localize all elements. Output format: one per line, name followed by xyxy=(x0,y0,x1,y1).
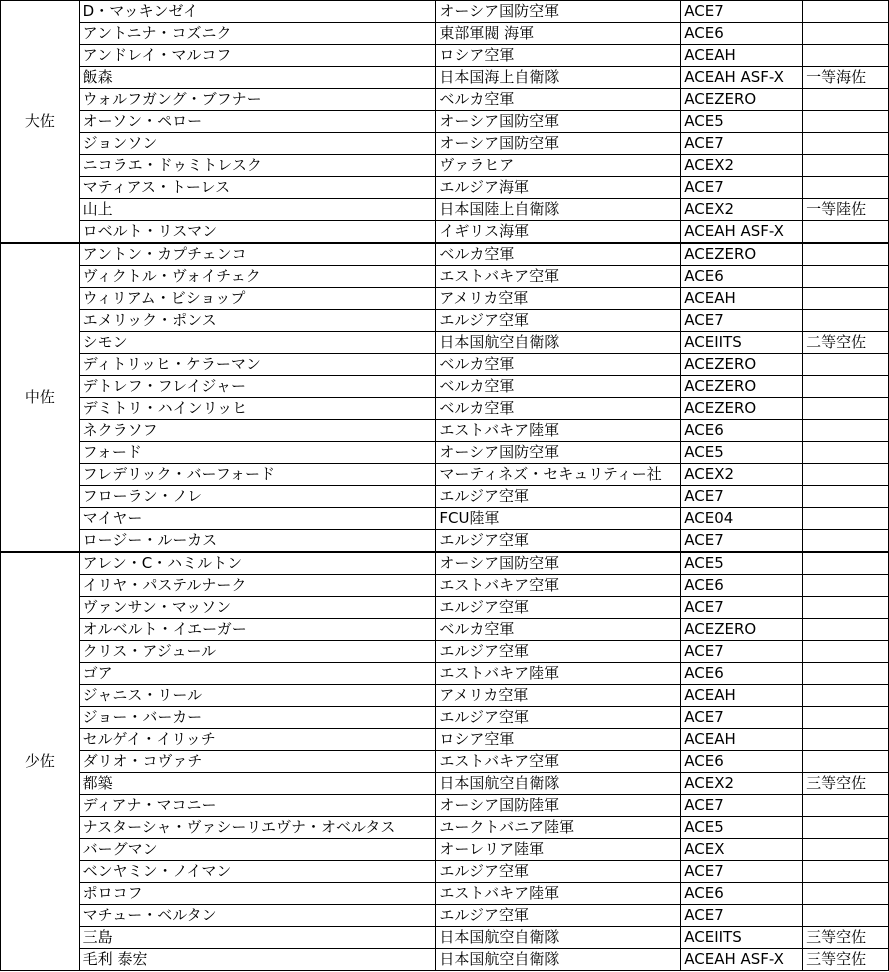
name-cell: ロージー・ルーカス xyxy=(79,530,436,553)
affiliation-cell: エストバキア空軍 xyxy=(436,266,681,288)
note-cell xyxy=(803,89,889,111)
name-cell: シモン xyxy=(79,332,436,354)
note-cell xyxy=(803,486,889,508)
affiliation-cell: ベルカ空軍 xyxy=(436,354,681,376)
table-row xyxy=(1,707,889,729)
game-cell: ACEIITS xyxy=(681,332,803,354)
affiliation-cell: ヴァラヒア xyxy=(436,155,681,177)
game-cell: ACEX2 xyxy=(681,773,803,795)
name-cell: マチュー・ベルタン xyxy=(79,905,436,927)
game-cell: ACE7 xyxy=(681,641,803,663)
affiliation-cell: エルジア空軍 xyxy=(436,486,681,508)
name-cell: オーソン・ペロー xyxy=(79,111,436,133)
name-cell: ジョンソン xyxy=(79,133,436,155)
note-cell xyxy=(803,905,889,927)
note-cell xyxy=(803,398,889,420)
affiliation-cell: エルジア空軍 xyxy=(436,861,681,883)
table-row xyxy=(1,619,889,641)
affiliation-cell: アメリカ空軍 xyxy=(436,685,681,707)
note-cell xyxy=(803,685,889,707)
table-row xyxy=(1,111,889,133)
game-cell: ACE6 xyxy=(681,23,803,45)
affiliation-cell: ベルカ空軍 xyxy=(436,89,681,111)
name-cell: ダリオ・コヴァチ xyxy=(79,751,436,773)
name-cell: 飯森 xyxy=(79,67,436,89)
table-row xyxy=(1,927,889,949)
game-cell: ACE7 xyxy=(681,795,803,817)
game-cell: ACE6 xyxy=(681,266,803,288)
table-body xyxy=(1,1,889,971)
rank-cell: 大佐 xyxy=(1,1,80,244)
note-cell: 一等陸佐 xyxy=(803,199,889,221)
table-row xyxy=(1,243,889,266)
name-cell: バーグマン xyxy=(79,839,436,861)
affiliation-cell: オーシア国防空軍 xyxy=(436,133,681,155)
game-cell: ACEZERO xyxy=(681,89,803,111)
name-cell: フレデリック・バーフォード xyxy=(79,464,436,486)
rank-cell: 中佐 xyxy=(1,243,80,552)
name-cell: ナスターシャ・ヴァシーリエヴナ・オベルタス xyxy=(79,817,436,839)
note-cell xyxy=(803,266,889,288)
table-row xyxy=(1,177,889,199)
game-cell: ACE7 xyxy=(681,133,803,155)
note-cell xyxy=(803,575,889,597)
name-cell: エメリック・ポンス xyxy=(79,310,436,332)
affiliation-cell: エストバキア空軍 xyxy=(436,575,681,597)
table-row xyxy=(1,332,889,354)
affiliation-cell: マーティネズ・セキュリティー社 xyxy=(436,464,681,486)
table-row xyxy=(1,67,889,89)
game-cell: ACE6 xyxy=(681,420,803,442)
name-cell: フォード xyxy=(79,442,436,464)
table-row xyxy=(1,641,889,663)
table-row xyxy=(1,795,889,817)
note-cell xyxy=(803,376,889,398)
affiliation-cell: エストバキア陸軍 xyxy=(436,420,681,442)
game-cell: ACE6 xyxy=(681,751,803,773)
note-cell xyxy=(803,464,889,486)
game-cell: ACEZERO xyxy=(681,243,803,266)
note-cell xyxy=(803,354,889,376)
game-cell: ACE6 xyxy=(681,663,803,685)
affiliation-cell: エストバキア陸軍 xyxy=(436,663,681,685)
note-cell xyxy=(803,861,889,883)
table-row xyxy=(1,442,889,464)
name-cell: ポロコフ xyxy=(79,883,436,905)
game-cell: ACE5 xyxy=(681,817,803,839)
table-row xyxy=(1,133,889,155)
table-row xyxy=(1,288,889,310)
game-cell: ACE7 xyxy=(681,1,803,23)
game-cell: ACEIITS xyxy=(681,927,803,949)
affiliation-cell: エルジア海軍 xyxy=(436,177,681,199)
affiliation-cell: エルジア空軍 xyxy=(436,597,681,619)
affiliation-cell: ベルカ空軍 xyxy=(436,243,681,266)
note-cell xyxy=(803,243,889,266)
note-cell xyxy=(803,597,889,619)
table-row xyxy=(1,729,889,751)
table-row xyxy=(1,23,889,45)
game-cell: ACEX xyxy=(681,839,803,861)
affiliation-cell: ベルカ空軍 xyxy=(436,619,681,641)
table-row xyxy=(1,751,889,773)
name-cell: ジャニス・リール xyxy=(79,685,436,707)
game-cell: ACE6 xyxy=(681,883,803,905)
table-row xyxy=(1,861,889,883)
name-cell: アレン・C・ハミルトン xyxy=(79,552,436,575)
game-cell: ACE7 xyxy=(681,597,803,619)
game-cell: ACE5 xyxy=(681,111,803,133)
name-cell: クリス・アジュール xyxy=(79,641,436,663)
affiliation-cell: ユークトバニア陸軍 xyxy=(436,817,681,839)
name-cell: ベンヤミン・ノイマン xyxy=(79,861,436,883)
note-cell xyxy=(803,177,889,199)
affiliation-cell: 日本国航空自衛隊 xyxy=(436,332,681,354)
game-cell: ACE7 xyxy=(681,707,803,729)
name-cell: ディトリッヒ・ケラーマン xyxy=(79,354,436,376)
note-cell xyxy=(803,839,889,861)
game-cell: ACEZERO xyxy=(681,354,803,376)
name-cell: ロベルト・リスマン xyxy=(79,221,436,244)
note-cell xyxy=(803,23,889,45)
note-cell xyxy=(803,795,889,817)
name-cell: 都築 xyxy=(79,773,436,795)
game-cell: ACEZERO xyxy=(681,398,803,420)
name-cell: ウィリアム・ビショップ xyxy=(79,288,436,310)
note-cell xyxy=(803,552,889,575)
note-cell xyxy=(803,288,889,310)
table-row xyxy=(1,398,889,420)
name-cell: ニコラエ・ドゥミトレスク xyxy=(79,155,436,177)
table-row xyxy=(1,883,889,905)
name-cell: ゴア xyxy=(79,663,436,685)
note-cell xyxy=(803,751,889,773)
game-cell: ACE7 xyxy=(681,177,803,199)
table-row xyxy=(1,155,889,177)
table-row xyxy=(1,575,889,597)
table-row xyxy=(1,221,889,244)
affiliation-cell: 東部軍閥 海軍 xyxy=(436,23,681,45)
table-row xyxy=(1,486,889,508)
note-cell: 三等空佐 xyxy=(803,927,889,949)
table-row xyxy=(1,552,889,575)
note-cell xyxy=(803,508,889,530)
game-cell: ACEAH xyxy=(681,729,803,751)
name-cell: マイヤー xyxy=(79,508,436,530)
note-cell xyxy=(803,663,889,685)
game-cell: ACE04 xyxy=(681,508,803,530)
name-cell: セルゲイ・イリッチ xyxy=(79,729,436,751)
table-row xyxy=(1,354,889,376)
affiliation-cell: エルジア空軍 xyxy=(436,707,681,729)
game-cell: ACE7 xyxy=(681,486,803,508)
name-cell: ネクラソフ xyxy=(79,420,436,442)
note-cell xyxy=(803,1,889,23)
note-cell xyxy=(803,111,889,133)
affiliation-cell: オーシア国防空軍 xyxy=(436,1,681,23)
name-cell: ウォルフガング・ブフナー xyxy=(79,89,436,111)
note-cell: 三等空佐 xyxy=(803,773,889,795)
affiliation-cell: アメリカ空軍 xyxy=(436,288,681,310)
game-cell: ACE7 xyxy=(681,310,803,332)
affiliation-cell: オーレリア陸軍 xyxy=(436,839,681,861)
affiliation-cell: ベルカ空軍 xyxy=(436,398,681,420)
table-row xyxy=(1,420,889,442)
table-row xyxy=(1,464,889,486)
note-cell xyxy=(803,707,889,729)
name-cell: 毛利 泰宏 xyxy=(79,949,436,971)
note-cell xyxy=(803,729,889,751)
table-row xyxy=(1,685,889,707)
affiliation-cell: ロシア空軍 xyxy=(436,729,681,751)
affiliation-cell: エルジア空軍 xyxy=(436,641,681,663)
table-row xyxy=(1,530,889,553)
name-cell: ディアナ・マコニー xyxy=(79,795,436,817)
note-cell xyxy=(803,133,889,155)
affiliation-cell: ベルカ空軍 xyxy=(436,376,681,398)
name-cell: イリヤ・パステルナーク xyxy=(79,575,436,597)
game-cell: ACE7 xyxy=(681,861,803,883)
affiliation-cell: エストバキア陸軍 xyxy=(436,883,681,905)
game-cell: ACEAH ASF-X xyxy=(681,949,803,971)
note-cell xyxy=(803,619,889,641)
name-cell: ジョー・バーカー xyxy=(79,707,436,729)
note-cell xyxy=(803,155,889,177)
name-cell: フローラン・ノレ xyxy=(79,486,436,508)
affiliation-cell: ロシア空軍 xyxy=(436,45,681,67)
name-cell: 三島 xyxy=(79,927,436,949)
game-cell: ACEAH ASF-X xyxy=(681,67,803,89)
table-row xyxy=(1,508,889,530)
note-cell xyxy=(803,530,889,553)
affiliation-cell: エルジア空軍 xyxy=(436,530,681,553)
name-cell: アントン・カプチェンコ xyxy=(79,243,436,266)
affiliation-cell: 日本国航空自衛隊 xyxy=(436,773,681,795)
game-cell: ACE6 xyxy=(681,575,803,597)
table-row xyxy=(1,949,889,971)
note-cell xyxy=(803,221,889,244)
game-cell: ACEX2 xyxy=(681,199,803,221)
name-cell: D・マッキンゼイ xyxy=(79,1,436,23)
game-cell: ACEX2 xyxy=(681,464,803,486)
game-cell: ACE5 xyxy=(681,442,803,464)
affiliation-cell: 日本国海上自衛隊 xyxy=(436,67,681,89)
table-row xyxy=(1,597,889,619)
game-cell: ACE7 xyxy=(681,905,803,927)
table-row xyxy=(1,89,889,111)
table-row xyxy=(1,839,889,861)
note-cell: 二等空佐 xyxy=(803,332,889,354)
name-cell: アンドレイ・マルコフ xyxy=(79,45,436,67)
note-cell xyxy=(803,442,889,464)
name-cell: デミトリ・ハインリッヒ xyxy=(79,398,436,420)
table-row xyxy=(1,199,889,221)
game-cell: ACEAH ASF-X xyxy=(681,221,803,244)
game-cell: ACEAH xyxy=(681,45,803,67)
table-row xyxy=(1,376,889,398)
note-cell xyxy=(803,310,889,332)
note-cell: 三等空佐 xyxy=(803,949,889,971)
table-row xyxy=(1,1,889,23)
affiliation-cell: FCU陸軍 xyxy=(436,508,681,530)
game-cell: ACEX2 xyxy=(681,155,803,177)
name-cell: アントニナ・コズニク xyxy=(79,23,436,45)
affiliation-cell: オーシア国防空軍 xyxy=(436,111,681,133)
table-row xyxy=(1,773,889,795)
table-row xyxy=(1,905,889,927)
affiliation-cell: 日本国航空自衛隊 xyxy=(436,927,681,949)
table-row xyxy=(1,45,889,67)
name-cell: デトレフ・フレイジャー xyxy=(79,376,436,398)
note-cell xyxy=(803,641,889,663)
affiliation-cell: 日本国航空自衛隊 xyxy=(436,949,681,971)
rank-cell: 少佐 xyxy=(1,552,80,971)
note-cell xyxy=(803,420,889,442)
name-cell: オルベルト・イエーガー xyxy=(79,619,436,641)
game-cell: ACEZERO xyxy=(681,619,803,641)
note-cell: 一等海佐 xyxy=(803,67,889,89)
name-cell: ヴァンサン・マッソン xyxy=(79,597,436,619)
name-cell: 山上 xyxy=(79,199,436,221)
affiliation-cell: 日本国陸上自衛隊 xyxy=(436,199,681,221)
affiliation-cell: エストバキア空軍 xyxy=(436,751,681,773)
name-cell: ヴィクトル・ヴォイチェク xyxy=(79,266,436,288)
game-cell: ACEAH xyxy=(681,288,803,310)
game-cell: ACEAH xyxy=(681,685,803,707)
affiliation-cell: オーシア国防空軍 xyxy=(436,552,681,575)
table-row xyxy=(1,310,889,332)
note-cell xyxy=(803,45,889,67)
table-row xyxy=(1,817,889,839)
note-cell xyxy=(803,883,889,905)
table-row xyxy=(1,266,889,288)
name-cell: マティアス・トーレス xyxy=(79,177,436,199)
affiliation-cell: オーシア国防陸軍 xyxy=(436,795,681,817)
game-cell: ACE7 xyxy=(681,530,803,553)
game-cell: ACEZERO xyxy=(681,376,803,398)
table-row xyxy=(1,663,889,685)
game-cell: ACE5 xyxy=(681,552,803,575)
affiliation-cell: エルジア空軍 xyxy=(436,905,681,927)
affiliation-cell: エルジア空軍 xyxy=(436,310,681,332)
affiliation-cell: オーシア国防空軍 xyxy=(436,442,681,464)
note-cell xyxy=(803,817,889,839)
affiliation-cell: イギリス海軍 xyxy=(436,221,681,244)
